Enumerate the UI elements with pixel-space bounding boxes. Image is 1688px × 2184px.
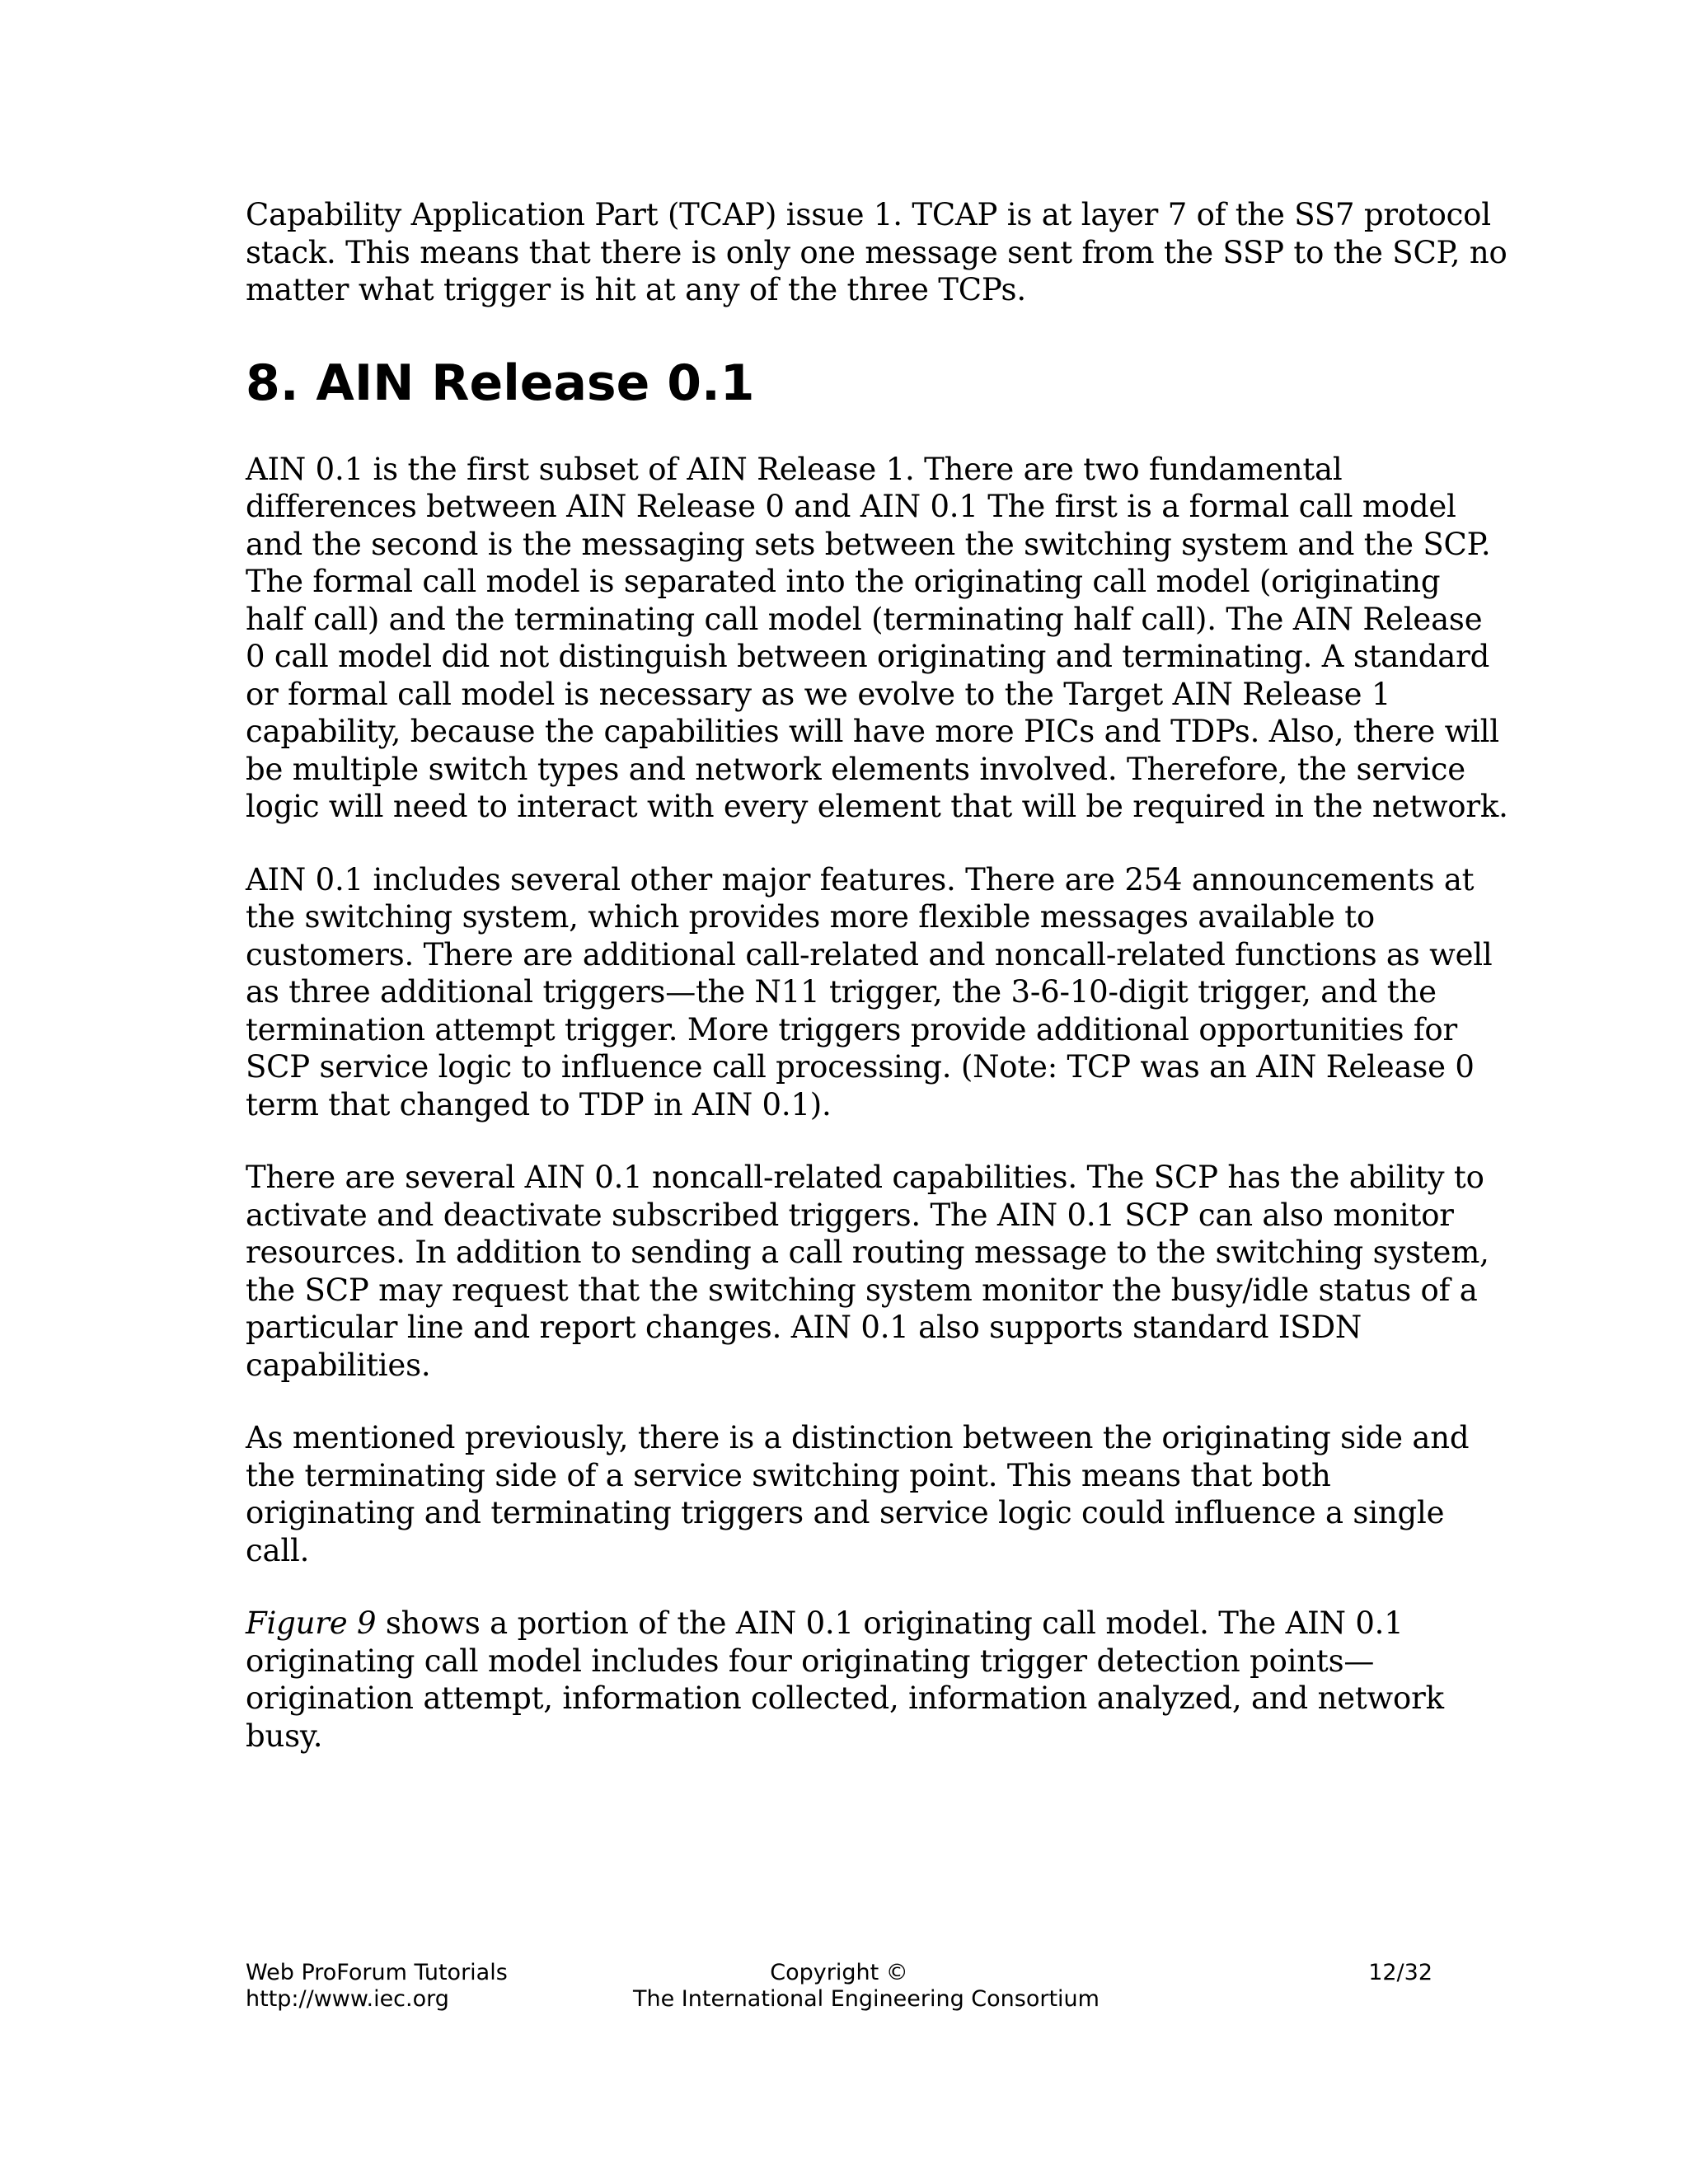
footer-publisher: Web ProForum Tutorials — [246, 1960, 508, 1985]
text-line: origination attempt, information collected, information analyzed, and network — [246, 1680, 1444, 1716]
text-line: There are several AIN 0.1 noncall-related capabilities. The SCP has the ability to — [246, 1160, 1484, 1195]
text-line: logic will need to interact with every element that will be required in the network. — [246, 789, 1508, 824]
text-fragment: shows a portion of the AIN 0.1 originating call model. The AIN 0.1 — [376, 1605, 1404, 1641]
text-line: capabilities. — [246, 1347, 431, 1383]
text-line: customers. There are additional call-related and noncall-related functions as well — [246, 936, 1493, 972]
text-line: The formal call model is separated into the originating call model (originating — [246, 564, 1441, 599]
footer-left — [246, 1960, 508, 2013]
text-line: stack. This means that there is only one message sent from the SSP to the SCP, no — [246, 234, 1507, 270]
text-line: as three additional triggers—the N11 trigger, the 3-6-10-digit trigger, and the — [246, 974, 1437, 1010]
intro-paragraph — [246, 196, 1507, 309]
text-line: As mentioned previously, there is a distinction between the originating side and — [246, 1420, 1470, 1455]
text-line: term that changed to TDP in AIN 0.1). — [246, 1086, 832, 1122]
text-line: the switching system, which provides more flexible messages available to — [246, 899, 1376, 935]
text-line: be multiple switch types and network elements involved. Therefore, the service — [246, 751, 1465, 787]
text-line: or formal call model is necessary as we evolve to the Target AIN Release 1 — [246, 676, 1391, 712]
text-line: Capability Application Part (TCAP) issue 1. TCAP is at layer 7 of the SS7 protocol — [246, 197, 1491, 232]
text-line: call. — [246, 1532, 310, 1568]
text-line: half call) and the terminating call model (terminating half call). The AIN Release — [246, 601, 1483, 637]
footer-center — [633, 1960, 1100, 2013]
text-line: and the second is the messaging sets between the switching system and the SCP. — [246, 526, 1491, 562]
text-line: the SCP may request that the switching system monitor the busy/idle status of a — [246, 1272, 1478, 1308]
text-line: resources. In addition to sending a call routing message to the switching system, — [246, 1235, 1489, 1270]
footer-right — [1368, 1960, 1432, 1986]
page-footer — [246, 1960, 1432, 2018]
footer-url: http://www.iec.org — [246, 1986, 449, 2012]
text-line: termination attempt trigger. More triggers provide additional opportunities for — [246, 1011, 1457, 1047]
text-line: differences between AIN Release 0 and AIN 0.1 The first is a formal call model — [246, 489, 1456, 524]
text-line: AIN 0.1 is the first subset of AIN Release 1. There are two fundamental — [246, 451, 1343, 487]
text-line: matter what trigger is hit at any of the three TCPs. — [246, 272, 1026, 307]
page-number: 12/32 — [1368, 1960, 1432, 1985]
text-line: originating call model includes four originating trigger detection points— — [246, 1643, 1375, 1679]
page-content — [246, 196, 1508, 1755]
text-line: particular line and report changes. AIN 0.1 also supports standard ISDN — [246, 1310, 1362, 1345]
footer-copyright: Copyright © — [770, 1960, 908, 1985]
text-line: capability, because the capabilities will have more PICs and TDPs. Also, there will — [246, 714, 1499, 749]
text-line: AIN 0.1 includes several other major features. There are 254 announcements at — [246, 861, 1475, 898]
paragraph-5 — [246, 1605, 1449, 1755]
text-line — [246, 1605, 1449, 1643]
text-line: SCP service logic to influence call processing. (Note: TCP was an AIN Release 0 — [246, 1049, 1475, 1085]
text-line: activate and deactivate subscribed triggers. The AIN 0.1 SCP can also monitor — [246, 1197, 1454, 1233]
text-line: originating and terminating triggers and service logic could influence a single — [246, 1495, 1445, 1530]
paragraph-2 — [246, 861, 1493, 1124]
paragraph-1 — [246, 451, 1508, 826]
footer-organization: The International Engineering Consortium — [633, 1986, 1100, 2012]
text-line: 0 call model did not distinguish between originating and terminating. A standard — [246, 639, 1490, 674]
paragraph-4 — [246, 1419, 1470, 1569]
paragraph-3 — [246, 1159, 1489, 1384]
text-line: busy. — [246, 1718, 323, 1754]
figure-reference: Figure 9 — [246, 1605, 377, 1641]
section-heading: 8. AIN Release 0.1 — [246, 354, 755, 412]
text-line: the terminating side of a service switching point. This means that both — [246, 1457, 1331, 1493]
